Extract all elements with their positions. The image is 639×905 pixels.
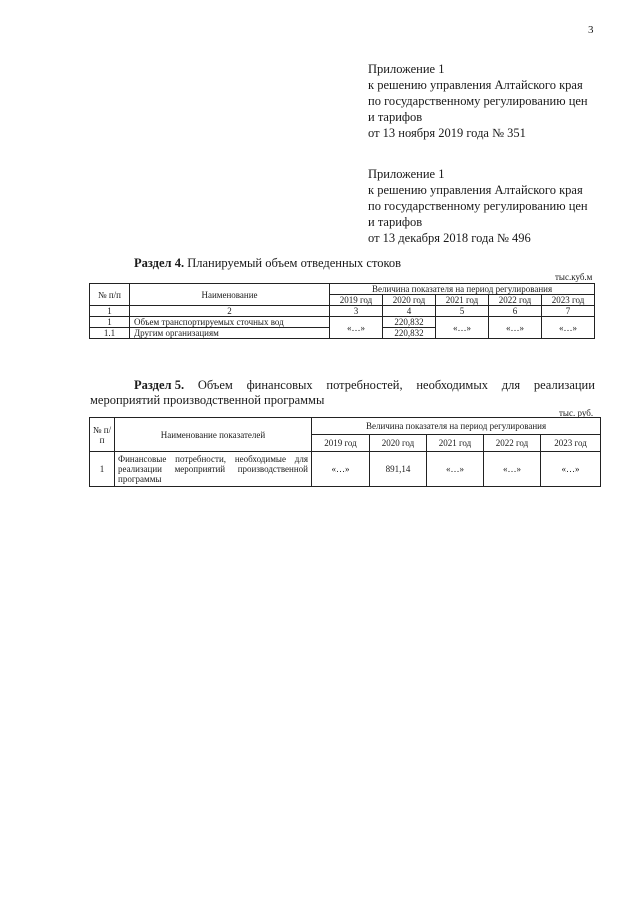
section5-title — [90, 378, 595, 408]
section4-title — [134, 256, 401, 271]
cell-2022: «…» — [489, 317, 542, 339]
cell-2023: «…» — [541, 452, 601, 487]
appendix-line: от 13 ноября 2019 года № 351 — [368, 126, 526, 140]
header-period: Величина показателя на период регулирования — [312, 418, 601, 435]
cell-2020: 891,14 — [370, 452, 427, 487]
appendix-line: Приложение 1 — [368, 62, 445, 76]
cell-2023: «…» — [542, 317, 595, 339]
title-word: для — [501, 378, 521, 392]
appendix-line: и тарифов — [368, 215, 423, 229]
appendix-line: и тарифов — [368, 110, 423, 124]
header-name: Наименование — [130, 284, 330, 306]
header-year: 2023 год — [541, 435, 601, 452]
appendix-line: от 13 декабря 2018 года № 496 — [368, 231, 531, 245]
header-year: 2021 год — [436, 295, 489, 306]
appendix-line: по государственному регулированию цен — [368, 94, 588, 108]
cell-2022: «…» — [484, 452, 541, 487]
header-num: № п/п — [90, 284, 130, 306]
section4-unit: тыс.куб.м — [555, 272, 593, 282]
appendix-block-2 — [368, 166, 588, 246]
table-row — [90, 317, 595, 328]
header-period: Величина показателя на период регулирования — [330, 284, 595, 295]
title-word: необходимых — [416, 378, 488, 392]
header-num: № п/ п — [90, 418, 115, 452]
cell-2020: 220,832 — [383, 317, 436, 328]
column-index: 3 — [330, 306, 383, 317]
section5-table — [89, 417, 601, 487]
cell-2020: 220,832 — [383, 328, 436, 339]
column-index: 5 — [436, 306, 489, 317]
section4-table — [89, 283, 595, 339]
appendix-line: к решению управления Алтайского края — [368, 78, 583, 92]
section5-title-bold: Раздел 5. — [134, 378, 185, 392]
column-index: 1 — [90, 306, 130, 317]
header-year: 2019 год — [330, 295, 383, 306]
header-year: 2021 год — [427, 435, 484, 452]
row-num: 1.1 — [90, 328, 130, 339]
row-name: Финансовые потребности, необходимые для реализации мероприятий производственной программы — [115, 452, 312, 487]
column-index: 6 — [489, 306, 542, 317]
header-year: 2022 год — [489, 295, 542, 306]
column-index: 4 — [383, 306, 436, 317]
row-name: Другим организациям — [130, 328, 330, 339]
appendix-line: Приложение 1 — [368, 167, 445, 181]
cell-2019: «…» — [330, 317, 383, 339]
section4-title-text: Планируемый объем отведенных стоков — [184, 256, 402, 270]
header-year: 2022 год — [484, 435, 541, 452]
column-index: 7 — [542, 306, 595, 317]
title-word: реализации — [533, 378, 595, 392]
header-year: 2023 год — [542, 295, 595, 306]
cell-2021: «…» — [436, 317, 489, 339]
title-word: Объем — [197, 378, 233, 392]
table-row — [90, 452, 601, 487]
section5-unit: тыс. руб. — [559, 408, 594, 418]
header-name: Наименование показателей — [115, 418, 312, 452]
section5-title-line2: мероприятий производственной программы — [90, 393, 325, 407]
header-year: 2020 год — [383, 295, 436, 306]
cell-2021: «…» — [427, 452, 484, 487]
section4-title-bold: Раздел 4. — [134, 256, 185, 270]
title-word: потребностей, — [326, 378, 403, 392]
header-year: 2020 год — [370, 435, 427, 452]
appendix-line: к решению управления Алтайского края — [368, 183, 583, 197]
appendix-block-1 — [368, 61, 588, 141]
appendix-line: по государственному регулированию цен — [368, 199, 588, 213]
title-word: финансовых — [246, 378, 313, 392]
row-num: 1 — [90, 452, 115, 487]
row-name: Объем транспортируемых сточных вод — [130, 317, 330, 328]
cell-2019: «…» — [312, 452, 370, 487]
column-index: 2 — [130, 306, 330, 317]
row-num: 1 — [90, 317, 130, 328]
page-number: 3 — [588, 24, 594, 36]
header-year: 2019 год — [312, 435, 370, 452]
